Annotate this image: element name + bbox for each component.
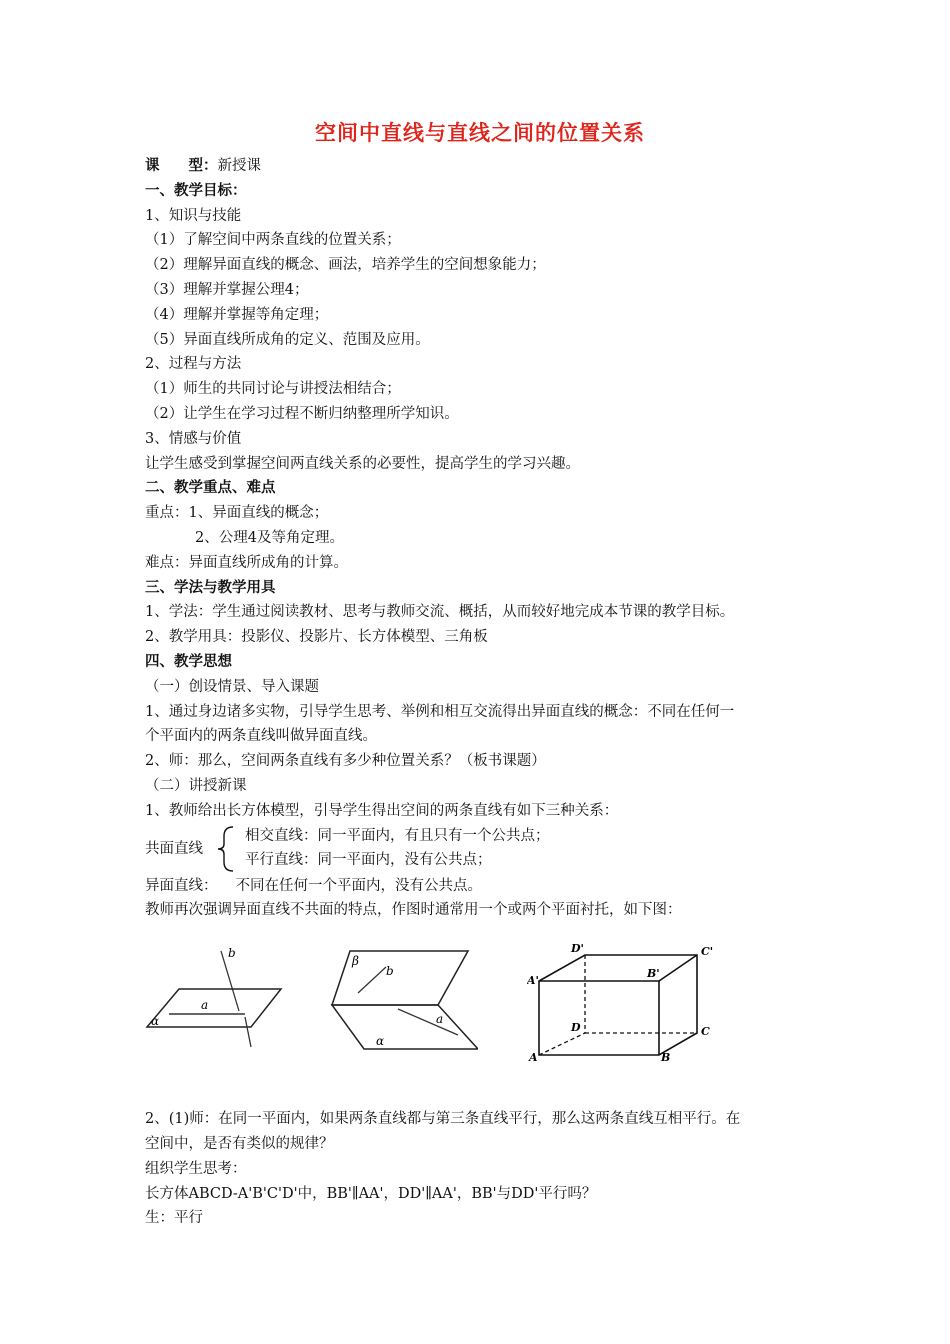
paragraph: 空间中，是否有类似的规律？ bbox=[145, 1135, 334, 1152]
objective-item: （3）理解并掌握公理4； bbox=[145, 281, 309, 298]
label-alpha: α bbox=[376, 1034, 385, 1049]
label-a: A bbox=[529, 1051, 538, 1064]
figures-row bbox=[145, 943, 815, 1081]
label-c: C bbox=[701, 1025, 710, 1039]
course-type-value: 新授课 bbox=[217, 158, 261, 174]
value-item: 让学生感受到掌握空间两直线关系的必要性，提高学生的学习兴趣。 bbox=[145, 455, 580, 472]
coplanar-brace-group bbox=[145, 824, 815, 874]
method-item: 1、学法：学生通过阅读教材、思考与教师交流、概括，从而较好地完成本节课的教学目标。 bbox=[145, 604, 735, 621]
label-d1: D' bbox=[571, 943, 584, 956]
paragraph: 生：平行 bbox=[145, 1210, 203, 1227]
document-page bbox=[145, 118, 815, 1231]
label-d: D bbox=[571, 1021, 581, 1035]
brace-lines bbox=[245, 824, 550, 874]
paragraph: 教师再次强调异面直线不共面的特点，作图时通常用一个或两个平面衬托，如下图： bbox=[145, 902, 682, 919]
section1-sub1: 1、知识与技能 bbox=[145, 207, 242, 224]
paragraph: 1、通过身边诸多实物，引导学生思考、举例和相互交流得出异面直线的概念：不同在任何一 bbox=[145, 703, 735, 720]
objective-item: （5）异面直线所成角的定义、范围及应用。 bbox=[145, 331, 430, 348]
label-b1: B' bbox=[647, 967, 660, 981]
objective-item: （2）理解异面直线的概念、画法，培养学生的空间想象能力； bbox=[145, 257, 546, 274]
objective-item: （4）理解并掌握等角定理； bbox=[145, 306, 329, 323]
skew-label: 异面直线： bbox=[145, 877, 218, 894]
section1-sub2: 2、过程与方法 bbox=[145, 356, 242, 373]
label-alpha: α bbox=[151, 1014, 160, 1029]
objective-item: （1）了解空间中两条直线的位置关系； bbox=[145, 232, 401, 249]
label-a: a bbox=[436, 1012, 444, 1027]
key-point-1: 重点：1、异面直线的概念； bbox=[145, 505, 329, 522]
label-b: B bbox=[661, 1051, 671, 1064]
process-item: （1）师生的共同讨论与讲授法相结合； bbox=[145, 381, 401, 398]
course-type-label: 课 型： bbox=[145, 157, 218, 174]
coplanar-label: 共面直线 bbox=[145, 840, 203, 857]
section1-heading: 一、教学目标： bbox=[145, 181, 247, 199]
brace-icon bbox=[215, 824, 237, 874]
section1-sub3: 3、情感与价值 bbox=[145, 430, 242, 447]
parallel-line: 平行直线：同一平面内，没有公共点； bbox=[245, 852, 492, 869]
tools-item: 2、教学用具：投影仪、投影片、长方体模型、三角板 bbox=[145, 629, 488, 646]
figure-cuboid bbox=[527, 943, 727, 1063]
intersect-line: 相交直线：同一平面内，有且只有一个公共点； bbox=[245, 827, 550, 844]
key-point-2: 2、公理4及等角定理。 bbox=[195, 529, 344, 546]
part1-heading: （一）创设情景、导入课题 bbox=[145, 678, 319, 695]
course-type-line bbox=[145, 154, 815, 179]
figure-skew-two-planes bbox=[328, 943, 478, 1061]
label-c1: C' bbox=[701, 945, 714, 959]
label-beta: β bbox=[352, 954, 359, 969]
part2-heading: （二）讲授新课 bbox=[145, 777, 247, 794]
paragraph: 个平面内的两条直线叫做异面直线。 bbox=[145, 728, 377, 745]
section2-heading: 二、教学重点、难点 bbox=[145, 479, 276, 497]
skew-definition: 不同在任何一个平面内，没有公共点。 bbox=[235, 877, 482, 894]
difficult-point: 难点：异面直线所成角的计算。 bbox=[145, 554, 348, 571]
label-b: b bbox=[386, 964, 394, 979]
paragraph: 1、教师给出长方体模型，引导学生得出空间的两条直线有如下三种关系： bbox=[145, 802, 619, 819]
paragraph: 组织学生思考： bbox=[145, 1160, 247, 1177]
skew-line bbox=[145, 874, 815, 899]
label-a: a bbox=[201, 998, 209, 1013]
figure-skew-one-plane bbox=[145, 943, 285, 1055]
page-title: 空间中直线与直线之间的位置关系 bbox=[315, 120, 645, 145]
process-item: （2）让学生在学习过程不断归纳整理所学知识。 bbox=[145, 405, 459, 422]
paragraph: 2、师：那么，空间两条直线有多少种位置关系？（板书课题） bbox=[145, 753, 546, 770]
paragraph: 2、(1)师：在同一平面内，如果两条直线都与第三条直线平行，那么这两条直线互相平行。在 bbox=[145, 1111, 741, 1128]
section3-heading: 三、学法与教学用具 bbox=[145, 578, 276, 596]
section4-heading: 四、教学思想 bbox=[145, 652, 232, 670]
paragraph: 长方体ABCD-A'B'C'D'中，BB'∥AA'，DD'∥AA'，BB'与DD'平行吗？ bbox=[145, 1185, 597, 1202]
label-a1: A' bbox=[527, 974, 539, 988]
label-b: b bbox=[228, 946, 236, 961]
